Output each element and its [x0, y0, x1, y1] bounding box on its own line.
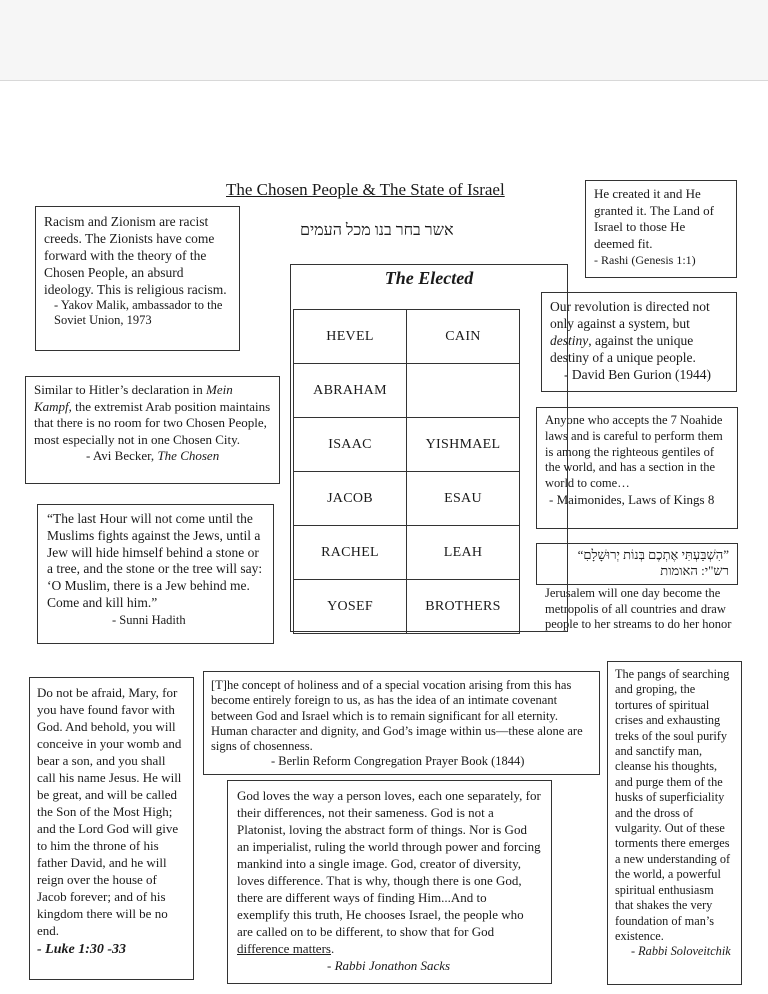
elected-name: YOSEF: [294, 580, 407, 634]
quote-hadith: [37, 504, 274, 644]
quote-text: Similar to Hitler’s declaration in: [34, 382, 206, 397]
quote-ben-gurion: [541, 292, 737, 392]
quote-source: - Rashi (Genesis 1:1): [594, 253, 696, 267]
quote-source: - Berlin Reform Congregation Prayer Book (1844): [271, 754, 525, 769]
rejected-name: BROTHERS: [407, 580, 520, 634]
quote-jerusalem-text: Jerusalem will one day become the metropolis of all countries and draw people to her streams to do her honor: [545, 586, 732, 631]
quote-source: - Rabbi Soloveitchik: [631, 944, 731, 959]
quote-source: - Avi Becker,: [86, 448, 158, 463]
elected-name: HEVEL: [294, 310, 407, 364]
emphasis: destiny: [550, 333, 589, 348]
quote-becker: [25, 376, 280, 484]
page-title: The Chosen People & The State of Israel: [226, 180, 505, 199]
elected-name: RACHEL: [294, 526, 407, 580]
elected-name: ISAAC: [294, 418, 407, 472]
elected-row: [294, 418, 520, 472]
elected-row: [294, 364, 520, 418]
quote-text: Racism and Zionism are racist creeds. The Zionists have come forward with the theory of the Chosen People, an absurd ideology. This is religious racism.: [44, 214, 227, 297]
quote-luke: [29, 677, 194, 980]
elected-title: The Elected: [384, 268, 474, 288]
hebrew-verse: ”הִשְׁבַּעְתִּי אֶתְכֶם בְּנוֹת יְרוּשָׁלָםִ“: [577, 547, 729, 562]
elected-row: [294, 580, 520, 634]
hebrew-commentary: רש"י: האומות: [660, 563, 729, 578]
rejected-name: ESAU: [407, 472, 520, 526]
scan-top-margin: [0, 0, 768, 80]
rejected-name: [407, 364, 520, 418]
quote-source: - Maimonides, Laws of Kings 8: [549, 491, 715, 507]
quote-source: - Luke 1:30 -33: [37, 942, 127, 957]
quote-text: He created it and He granted it. The Land of Israel to those He deemed fit.: [594, 186, 714, 251]
book-title: Mein Kampf: [34, 382, 233, 414]
quote-text-cont: , against the unique destiny of a unique people.: [550, 333, 696, 365]
elected-name: ABRAHAM: [294, 364, 407, 418]
quote-text: “The last Hour will not come until the Muslims fights against the Jews, until a Jew will hide himself behind a stone or a tree, and the stone or the tree will say: ‘O Muslim, there is a Jew behind me. Come and kill him.”: [47, 511, 263, 610]
quote-text: God loves the way a person loves, each one separately, for their differences, not their sameness. God is not a Platonist, loving the abstract form of things. Nor is God an imperialist, ruling the world through power and forcing mankind into a single image. God, creator of diversity, loves difference. That is why, though there is one God, there are different ways of finding Him...And to exemplify this truth, He chooses Israel, the people who are called on to be different, to show that for God: [237, 788, 541, 939]
quote-source: - Yakov Malik, ambassador to the Soviet Union, 1973: [54, 298, 223, 327]
rejected-name: CAIN: [407, 310, 520, 364]
quote-text: The pangs of searching and groping, the tortures of spiritual crises and exhausting treks of the soul purify and sanctify man, cleanse his thoughts, and purge them of the husks of superficiality and the dross of vulgarity. Out of these torments there emerges a new understanding of the world, a powerful spiritual enthusiasm that shakes the very foundation of man’s existence.: [615, 667, 731, 943]
quote-sacks: [227, 780, 552, 984]
elected-row: [294, 526, 520, 580]
elected-row: [294, 310, 520, 364]
quote-source: - David Ben Gurion (1944): [564, 367, 711, 382]
quote-source: - Rabbi Jonathon Sacks: [327, 958, 451, 973]
quote-rashi: [585, 180, 737, 278]
quote-berlin-reform: [203, 671, 600, 775]
scan-page-edge: [0, 80, 768, 81]
hebrew-subtitle: אשר בחר בנו מכל העמים: [300, 222, 454, 239]
underlined-phrase: difference matters: [237, 941, 331, 956]
elected-row: [294, 472, 520, 526]
quote-text: Anyone who accepts the 7 Noahide laws and is careful to perform them is among the righteous gentiles of the world, and has a section in the world to come…: [545, 413, 723, 491]
quote-text: Do not be afraid, Mary, for you have found favor with God. And behold, you will conceive in your womb and bear a son, and you shall call his name Jesus. He will be great, and will be called the Son of the Most High; and the Lord God will give to him the throne of his father David, and he will reign over the house of Jacob forever; and of his kingdom there will be no end.: [37, 685, 182, 938]
quote-text: [T]he concept of holiness and of a special vocation arising from this has become entirely foreign to us, as has the idea of an intimate covenant between God and Israel which is to remain significant for all eternity. Human character and dignity, and God’s image within us—these alone are signs of chosenness.: [211, 678, 583, 754]
elected-table: [293, 309, 520, 634]
elected-name: JACOB: [294, 472, 407, 526]
rejected-name: LEAH: [407, 526, 520, 580]
book-title: The Chosen: [157, 448, 220, 463]
quote-text-cont: , the extremist Arab position maintains that there is no room for two Chosen People, most especially not in one Chosen City.: [34, 398, 271, 447]
rejected-name: YISHMAEL: [407, 418, 520, 472]
quote-text: Our revolution is directed not only against a system, but: [550, 299, 710, 331]
quote-text-end: .: [330, 941, 335, 956]
quote-malik: [35, 206, 240, 351]
quote-source: - Sunni Hadith: [112, 612, 186, 627]
quote-soloveitchik: [607, 661, 742, 985]
